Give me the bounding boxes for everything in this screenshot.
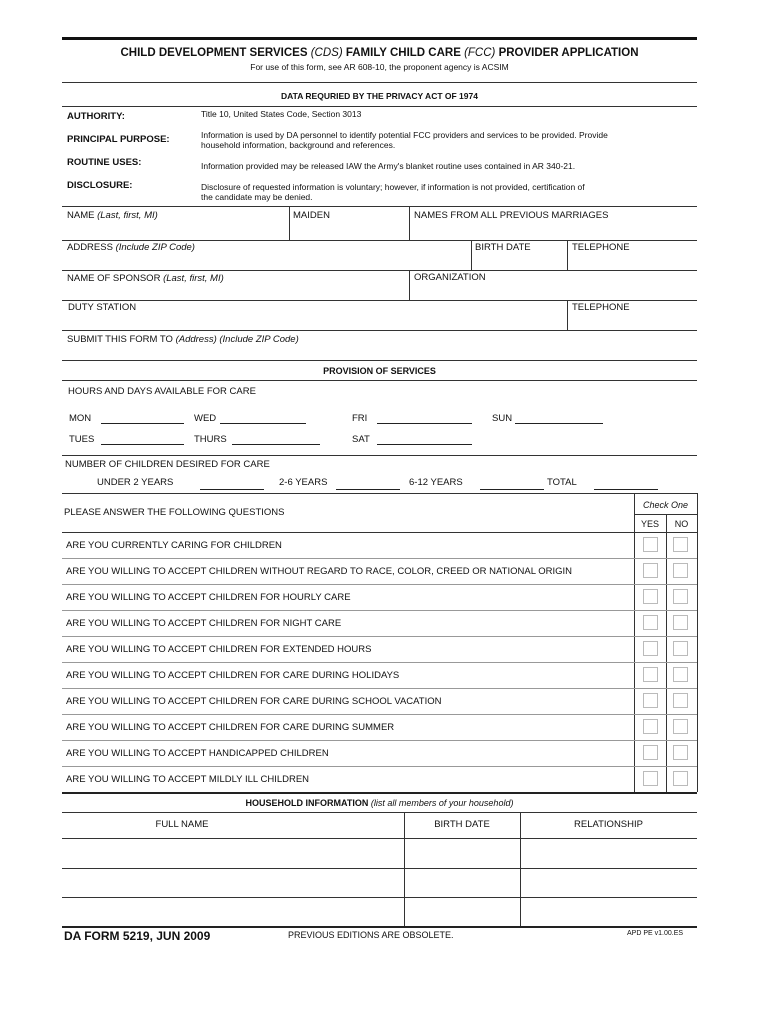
tues-input[interactable] [101,432,184,444]
yes-checkbox[interactable] [643,563,658,578]
age6-12-line [480,489,544,490]
no-checkbox[interactable] [673,615,688,630]
sun-label: SUN [492,413,513,424]
under2-label: UNDER 2 YEARS [97,477,174,488]
no-checkbox[interactable] [673,589,688,604]
organization-input[interactable] [413,285,693,298]
wed-line [220,423,306,424]
divider [62,868,697,869]
yes-checkbox[interactable] [643,641,658,656]
check-one-label: Check One [642,500,689,510]
yes-checkbox[interactable] [643,589,658,604]
yes-header: YES [640,519,659,529]
yes-checkbox[interactable] [643,537,658,552]
mon-input[interactable] [101,411,184,423]
divider [697,493,698,792]
authority-label: AUTHORITY: [67,111,125,122]
question-row [62,584,697,610]
question-text: ARE YOU WILLING TO ACCEPT CHILDREN FOR HOURLY CARE [66,592,351,603]
no-checkbox[interactable] [673,719,688,734]
yes-checkbox[interactable] [643,615,658,630]
telephone-input[interactable] [571,255,693,268]
divider [62,838,697,839]
household-heading: HOUSEHOLD INFORMATION (list all members of your household) [245,798,514,808]
divider [62,812,697,813]
age2-6-line [336,489,400,490]
purpose-text-line2: household information, background and references. [201,140,396,150]
question-row [62,662,697,688]
divider [62,792,697,794]
no-checkbox[interactable] [673,745,688,760]
hours-label: HOURS AND DAYS AVAILABLE FOR CARE [68,386,256,397]
name-label: NAME (Last, first, MI) [67,210,158,221]
thurs-input[interactable] [232,432,320,444]
form-title: CHILD DEVELOPMENT SERVICES (CDS) FAMILY CHILD CARE (FCC) PROVIDER APPLICATION [120,47,639,59]
purpose-text-line1: Information is used by DA personnel to identify potential FCC providers and services to be provided. Provide [201,130,608,140]
total-input[interactable] [594,477,658,489]
authority-text: Title 10, United States Code, Section 3013 [201,109,362,119]
thurs-line [232,444,320,445]
routine-label: ROUTINE USES: [67,157,142,168]
age2-6-label: 2-6 YEARS [279,477,328,488]
previous-marriages-label: NAMES FROM ALL PREVIOUS MARRIAGES [414,210,609,221]
no-header: NO [674,519,689,529]
sat-label: SAT [352,434,370,445]
question-text: ARE YOU WILLING TO ACCEPT CHILDREN FOR CARE DURING SUMMER [66,722,395,733]
tues-line [101,444,184,445]
disclosure-text-line1: Disclosure of requested information is voluntary; however, if information is not provided, certification of [201,182,585,192]
duty-station-label: DUTY STATION [68,302,137,313]
submit-to-input[interactable] [66,346,692,358]
sat-line [377,444,472,445]
maiden-label: MAIDEN [293,210,330,221]
divider [62,360,697,361]
sun-line [515,423,603,424]
divider [567,300,568,330]
form-id: DA FORM 5219, JUN 2009 [64,929,211,943]
sponsor-input[interactable] [66,285,404,298]
previous-marriages-input[interactable] [413,224,693,238]
yes-checkbox[interactable] [643,693,658,708]
disclosure-text-line2: the candidate may be denied. [201,192,313,202]
yes-checkbox[interactable] [643,771,658,786]
services-heading: PROVISION OF SERVICES [323,366,436,376]
divider [289,206,290,240]
divider [62,82,697,83]
divider [62,493,697,494]
no-checkbox[interactable] [673,563,688,578]
divider [62,897,697,898]
divider [409,206,410,240]
divider [62,240,697,241]
relationship-header: RELATIONSHIP [574,819,643,830]
question-text: ARE YOU CURRENTLY CARING FOR CHILDREN [66,540,282,551]
disclosure-label: DISCLOSURE: [67,180,133,191]
question-text: ARE YOU WILLING TO ACCEPT CHILDREN FOR CARE DURING HOLIDAYS [66,670,400,681]
age2-6-input[interactable] [336,477,400,489]
question-row [62,532,697,558]
member-relationship-input[interactable] [524,842,693,864]
version-label: APD PE v1.00.ES [627,930,684,937]
divider [62,270,697,271]
member-relationship-input[interactable] [524,872,693,893]
sponsor-label: NAME OF SPONSOR (Last, first, MI) [67,273,224,284]
sun-input[interactable] [515,411,603,423]
divider [62,455,697,456]
divider [62,330,697,331]
divider [471,240,472,270]
no-checkbox[interactable] [673,667,688,682]
wed-input[interactable] [220,411,306,423]
name-input[interactable] [66,224,284,238]
birth-date-label: BIRTH DATE [475,242,531,253]
question-row [62,766,697,792]
mon-label: MON [69,413,92,424]
no-checkbox[interactable] [673,641,688,656]
age6-12-label: 6-12 YEARS [409,477,463,488]
question-text: ARE YOU WILLING TO ACCEPT MILDLY ILL CHILDREN [66,774,310,785]
question-text: ARE YOU WILLING TO ACCEPT CHILDREN FOR EXTENDED HOURS [66,644,372,655]
no-checkbox[interactable] [673,693,688,708]
total-line [594,489,658,490]
divider [567,240,568,270]
no-checkbox[interactable] [673,537,688,552]
fri-label: FRI [352,413,368,424]
mon-line [101,423,184,424]
questions-prompt: PLEASE ANSWER THE FOLLOWING QUESTIONS [64,507,285,518]
question-row [62,688,697,714]
top-rule [62,37,697,40]
children-label: NUMBER OF CHILDREN DESIRED FOR CARE [65,459,270,470]
no-checkbox[interactable] [673,771,688,786]
wed-label: WED [194,413,217,424]
question-text: ARE YOU WILLING TO ACCEPT HANDICAPPED CHILDREN [66,748,329,759]
member-name-input[interactable] [66,842,400,864]
yes-checkbox[interactable] [643,719,658,734]
purpose-label: PRINCIPAL PURPOSE: [67,134,170,145]
question-text: ARE YOU WILLING TO ACCEPT CHILDREN WITHOUT REGARD TO RACE, COLOR, CREED OR NATIONAL ORIGIN [66,566,573,577]
total-label: TOTAL [547,477,577,488]
member-relationship-input[interactable] [524,901,693,922]
divider [62,926,697,928]
member-name-input[interactable] [66,901,400,922]
question-row [62,636,697,662]
fri-line [377,423,472,424]
yes-checkbox[interactable] [643,745,658,760]
fri-input[interactable] [377,411,472,423]
thurs-label: THURS [194,434,227,445]
member-birth-date-input[interactable] [408,901,516,922]
question-row [62,714,697,740]
telephone2-input[interactable] [571,315,693,328]
divider [62,300,697,301]
maiden-input[interactable] [293,224,405,238]
member-birth-date-input[interactable] [408,872,516,893]
telephone2-label: TELEPHONE [572,302,630,313]
divider [409,270,410,300]
member-birth-date-input[interactable] [408,842,516,864]
divider [634,514,697,515]
divider [62,206,697,207]
tues-label: TUES [69,434,95,445]
question-row [62,740,697,766]
telephone-label: TELEPHONE [572,242,630,253]
question-row [62,558,697,584]
birth-date-header: BIRTH DATE [434,819,490,830]
sat-input[interactable] [377,432,472,444]
age6-12-input[interactable] [480,477,544,489]
yes-checkbox[interactable] [643,667,658,682]
under2-input[interactable] [200,477,264,489]
address-input[interactable] [66,255,466,268]
submit-to-label: SUBMIT THIS FORM TO (Address) (Include ZIP Code) [67,334,299,345]
form-subtitle: For use of this form, see AR 608-10, the proponent agency is ACSIM [250,62,509,72]
divider [62,380,697,381]
organization-label: ORGANIZATION [414,272,486,283]
obsolete-note: PREVIOUS EDITIONS ARE OBSOLETE. [288,930,454,940]
member-name-input[interactable] [66,872,400,893]
question-text: ARE YOU WILLING TO ACCEPT CHILDREN FOR NIGHT CARE [66,618,342,629]
question-text: ARE YOU WILLING TO ACCEPT CHILDREN FOR CARE DURING SCHOOL VACATION [66,696,442,707]
birth-date-input[interactable] [475,255,563,268]
routine-text: Information provided may be released IAW the Army's blanket routine uses contained in AR 340-21. [201,161,576,171]
privacy-heading: DATA REQURIED BY THE PRIVACY ACT OF 1974 [281,91,478,101]
full-name-header: FULL NAME [155,819,209,830]
address-label: ADDRESS (Include ZIP Code) [67,242,195,253]
divider [62,106,697,107]
question-row [62,610,697,636]
duty-station-input[interactable] [66,315,562,328]
under2-line [200,489,264,490]
